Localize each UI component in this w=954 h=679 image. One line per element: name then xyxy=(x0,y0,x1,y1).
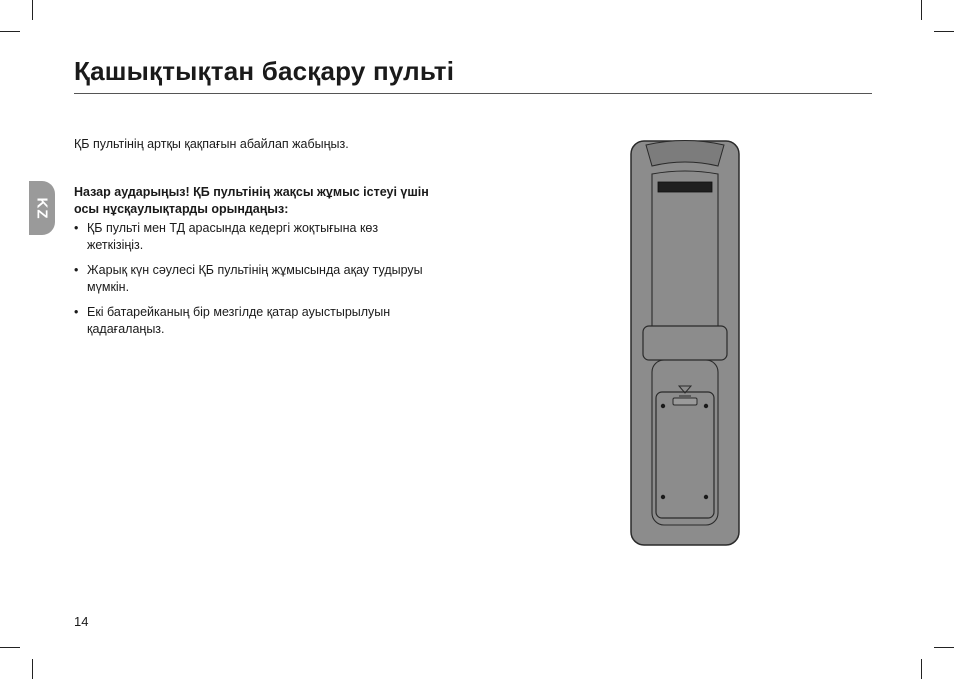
ir-window xyxy=(658,182,712,192)
crop-mark xyxy=(921,659,922,679)
instruction-list xyxy=(74,220,434,346)
remote-top-ridge xyxy=(646,141,724,167)
note-heading: Назар аударыңыз! ҚБ пультінің жақсы жұмыс істеуі үшін осы нұсқаулықтарды орындаңыз: xyxy=(74,185,429,216)
language-tab-label: KZ xyxy=(33,197,51,219)
crop-mark xyxy=(0,31,20,32)
screw-hole xyxy=(661,495,665,499)
intro-text: ҚБ пультінің артқы қақпағын абайлап жабыңыз. xyxy=(74,137,349,151)
screw-hole xyxy=(704,404,708,408)
battery-cover-latch xyxy=(673,398,697,405)
cover-slide-band xyxy=(643,326,727,360)
list-item: • Екі батарейканың бір мезгілде қатар ауыстырылуын қадағалаңыз. xyxy=(74,304,434,338)
battery-cover xyxy=(656,392,714,518)
page-number: 14 xyxy=(74,614,89,629)
page-title: Қашықтықтан басқару пульті xyxy=(74,56,455,86)
crop-mark xyxy=(32,0,33,20)
list-item: • ҚБ пульті мен ТД арасында кедергі жоқтығына көз жеткізіңіз. xyxy=(74,220,434,254)
title-divider xyxy=(74,93,872,94)
screw-hole xyxy=(704,495,708,499)
crop-mark xyxy=(921,0,922,20)
crop-mark xyxy=(934,647,954,648)
list-item: • Жарық күн сәулесі ҚБ пультінің жұмысында ақау тудыруы мүмкін. xyxy=(74,262,434,296)
crop-mark xyxy=(32,659,33,679)
remote-control-illustration xyxy=(628,138,742,548)
language-tab xyxy=(29,181,55,235)
crop-mark xyxy=(0,647,20,648)
crop-mark xyxy=(934,31,954,32)
screw-hole xyxy=(661,404,665,408)
